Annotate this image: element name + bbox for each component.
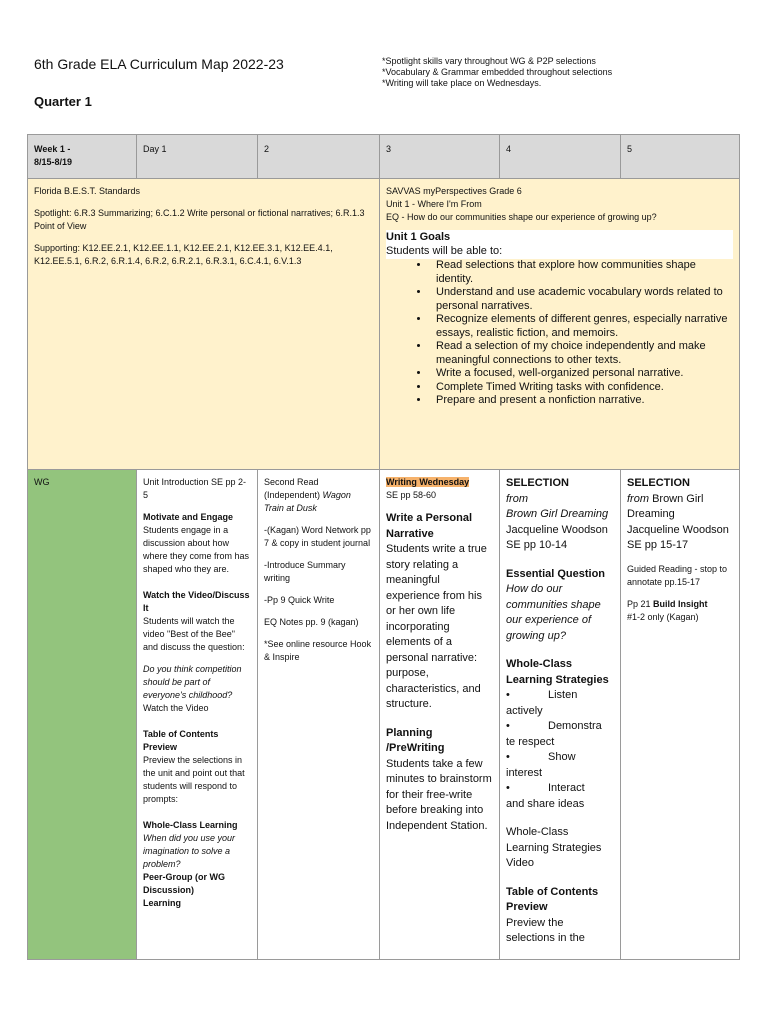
standards-title: Florida B.E.S.T. Standards: [34, 186, 141, 196]
curriculum-table: [27, 134, 740, 960]
wg-day-3-cell: [380, 470, 500, 960]
wg-day-5-cell: [621, 470, 740, 960]
toc-text: Preview the selections in the unit and point out that students will respond to prompts:: [143, 755, 245, 804]
unit-title: Unit 1 - Where I'm From: [386, 199, 482, 209]
goal-item: • Complete Timed Writing tasks with confidence.: [430, 381, 733, 395]
strategies-video: Whole-Class Learning Strategies Video: [506, 826, 602, 869]
watch-title: Watch the Video/Discuss It: [143, 590, 250, 613]
goals-intro: Students will be able to:: [386, 245, 733, 259]
word-network: -(Kagan) Word Network pp 7 & copy in student journal: [264, 525, 371, 548]
supporting-standards: Supporting: K12.EE.2.1, K12.EE.1.1, K12.EE.2.1, K12.EE.3.1, K12.EE.4.1, K12.EE.5.1, 6.R.2, 6.R.1.4, 6.R.2, 6.R.2.1, 6.R.3.1, 6.C.4.1, 6.V.1.3: [34, 243, 333, 266]
from-label: from: [627, 492, 649, 505]
second-read-title: Wagon Train at Dusk: [264, 490, 351, 513]
learning-label: Learning: [143, 898, 182, 908]
wg-day-2-cell: [258, 470, 380, 960]
week-label: Week 1 -: [34, 144, 71, 154]
note-line: *Vocabulary & Grammar embedded throughout selections: [382, 67, 613, 77]
strategy-item: [506, 688, 614, 704]
online-resource: *See online resource Hook & Inspire: [264, 639, 372, 662]
day-2-header: 2: [258, 135, 380, 179]
selection-label: SELECTION: [627, 477, 690, 489]
motivate-title: Motivate and Engage: [143, 512, 234, 522]
strategy-rest: actively: [506, 704, 543, 717]
summary-writing: -Introduce Summary writing: [264, 560, 346, 583]
insight-bold: Build Insight: [653, 598, 708, 609]
discussion-question: Do you think competition should be part of everyone's childhood?: [143, 664, 242, 700]
strategy-item: [506, 750, 614, 766]
goal-item: • Recognize elements of different genres, especially narrative essays, realistic fiction, and memoirs.: [430, 313, 733, 340]
goal-item: • Read selections that explore how communities shape identity.: [430, 259, 733, 286]
writing-wednesday-row: [386, 476, 493, 489]
author-name: Jacqueline Woodson: [627, 523, 729, 536]
goals-list: [386, 259, 733, 408]
day-4-header: 4: [500, 135, 621, 179]
toc-title: Table of Contents Preview: [143, 729, 219, 752]
se-pages: SE pp 15-17: [627, 539, 689, 551]
standards-row: [28, 179, 740, 470]
goal-item: • Prepare and present a nonfiction narrative.: [430, 394, 733, 408]
day-5-header: 5: [621, 135, 740, 179]
eq-title: Essential Question: [506, 567, 606, 580]
peer-group-title: Peer-Group (or WG Discussion): [143, 872, 226, 895]
toc-title: Table of Contents Preview: [506, 885, 599, 913]
narrative-title: Write a Personal Narrative: [386, 512, 472, 540]
goals-title: Unit 1 Goals: [386, 230, 733, 245]
strategy-first: Demonstra: [548, 720, 602, 732]
goal-item: • Write a focused, well-organized personal narrative.: [430, 367, 733, 381]
se-pages: SE pp 58-60: [386, 490, 437, 500]
strategy-rest: te respect: [506, 735, 555, 748]
program-name: SAVVAS myPerspectives Grade 6: [386, 186, 522, 196]
day-1-header: Day 1: [137, 135, 258, 179]
motivate-text: Students engage in a discussion about how where they come from has shaped who they are.: [143, 525, 250, 574]
wg-label-cell: WG: [28, 470, 137, 960]
wg-day-4-cell: [500, 470, 621, 960]
day-3-header: 3: [380, 135, 500, 179]
strategy-item: [506, 781, 614, 797]
week-dates: 8/15-8/19: [34, 157, 73, 167]
unit-goals-cell: [380, 179, 740, 470]
unit-intro: Unit Introduction SE pp 2-5: [143, 477, 247, 500]
quick-write: -Pp 9 Quick Write: [264, 595, 335, 605]
essential-question: EQ - How do our communities shape our experience of growing up?: [386, 212, 657, 222]
document-title: 6th Grade ELA Curriculum Map 2022-23: [34, 56, 284, 72]
planning-text: Students take a few minutes to brainstorm for their free-write before breaking into Independent Station.: [386, 757, 492, 832]
strategy-first: Show: [548, 751, 576, 763]
guided-reading: Guided Reading - stop to annotate pp.15-17: [627, 563, 728, 587]
note-line: *Writing will take place on Wednesdays.: [382, 78, 542, 88]
week-header-cell: [28, 135, 137, 179]
strategies-title: Whole-Class Learning Strategies: [506, 658, 609, 686]
wg-day-1-cell: [137, 470, 258, 960]
strategy-first: Interact: [548, 782, 585, 794]
quarter-heading: Quarter 1: [34, 94, 92, 109]
strategy-first: Listen: [548, 689, 578, 701]
planning-title: Planning /PreWriting: [386, 726, 445, 754]
bullet: •: [506, 751, 510, 763]
book-title-part: Brown Girl Dreaming: [627, 492, 704, 520]
wcl-title: Whole-Class Learning: [143, 820, 238, 830]
strategy-rest: and share ideas: [506, 797, 585, 810]
bullet: •: [506, 720, 510, 732]
wg-row: [28, 470, 740, 960]
second-read-prefix: Second Read (Independent): [264, 477, 323, 500]
wcl-question: When did you use your imagination to solve a problem?: [143, 833, 236, 869]
book-title: Brown Girl Dreaming: [506, 508, 609, 520]
goal-item: • Read a selection of my choice independently and make meaningful connections to other texts.: [430, 340, 733, 367]
standards-cell: [28, 179, 380, 470]
spotlight-standards: Spotlight: 6.R.3 Summarizing; 6.C.1.2 Write personal or fictional narratives; 6.R.1.3 Point of View: [34, 208, 365, 231]
selection-label: SELECTION: [506, 477, 569, 489]
toc-text: Preview the selections in the: [506, 916, 585, 944]
second-read: [264, 476, 373, 515]
header-notes: [382, 56, 612, 89]
from-label: from: [506, 492, 528, 505]
note-line: *Spotlight skills vary throughout WG & P2P selections: [382, 56, 596, 66]
build-insight: [627, 598, 733, 624]
insight-rest: #1-2 only (Kagan): [627, 611, 699, 622]
bullet: •: [506, 689, 510, 701]
author-name: Jacqueline Woodson: [506, 523, 608, 536]
watch-text: Students will watch the video "Best of the Bee" and discuss the question:: [143, 616, 245, 652]
eq-notes: EQ Notes pp. 9 (kagan): [264, 617, 359, 627]
goal-item: • Understand and use academic vocabulary words related to personal narratives.: [430, 286, 733, 313]
from-line: [627, 492, 733, 523]
se-pages: SE pp 10-14: [506, 539, 568, 551]
narrative-text: Students write a true story relating a meaningful experience from his or her own life incorporating elements of a personal narrative: purpose, characteristics, and structure.: [386, 543, 487, 710]
strategy-item: [506, 719, 614, 735]
insight-prefix: Pp 21: [627, 598, 654, 609]
writing-wednesday-badge: Writing Wednesday: [386, 477, 470, 487]
bullet: •: [506, 782, 510, 794]
eq-text: How do our communities shape our experience of growing up?: [506, 583, 601, 642]
header-row: [28, 135, 740, 179]
strategy-rest: interest: [506, 766, 543, 779]
watch-the-video: Watch the Video: [143, 703, 209, 713]
